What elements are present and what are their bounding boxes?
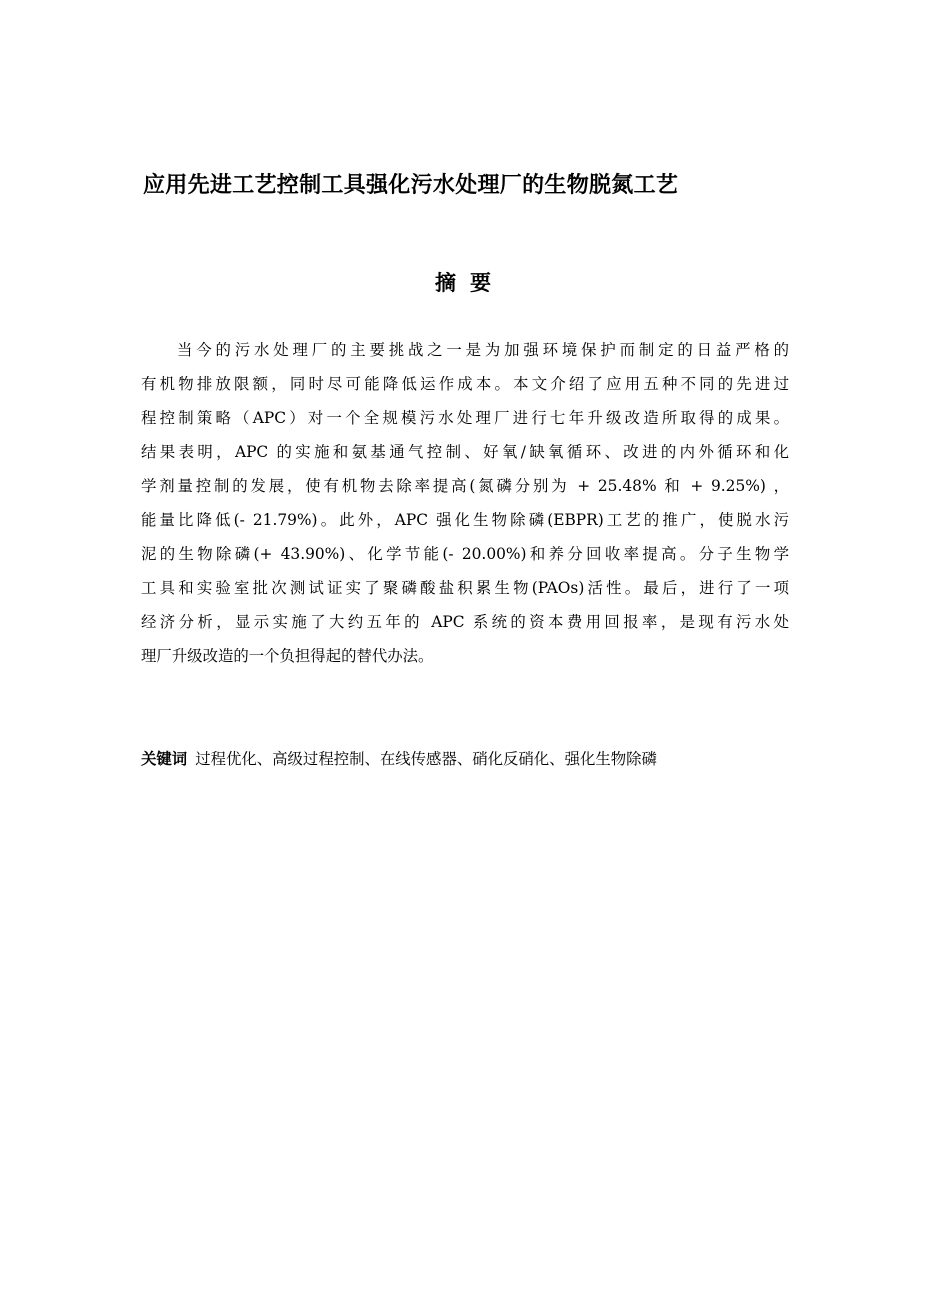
abstract-line: 有机物排放限额，同时尽可能降低运作成本。本文介绍了应用五种不同的先进过	[141, 375, 789, 393]
abstract-line: 结果表明，APC 的实施和氨基通气控制、好氧/缺氧循环、改进的内外循环和化	[141, 443, 789, 461]
abstract-body	[141, 333, 789, 673]
abstract-line: 学剂量控制的发展，使有机物去除率提高(氮磷分别为 + 25.48% 和 + 9.25%) ，	[141, 477, 789, 495]
abstract-line: 经济分析，显示实施了大约五年的 APC 系统的资本费用回报率，是现有污水处	[141, 613, 789, 631]
abstract-line: 工具和实验室批次测试证实了聚磷酸盐积累生物(PAOs)活性。最后，进行了一项	[141, 579, 789, 597]
abstract-line: 理厂升级改造的一个负担得起的替代办法。	[141, 647, 434, 665]
keywords-text: 过程优化、高级过程控制、在线传感器、硝化反硝化、强化生物除磷	[195, 750, 657, 768]
keywords-label: 关键词	[141, 750, 188, 768]
abstract-line: 当今的污水处理厂的主要挑战之一是为加强环境保护而制定的日益严格的	[177, 341, 789, 359]
abstract-line: 能量比降低(- 21.79%)。此外，APC 强化生物除磷(EBPR)工艺的推广，使脱水污	[141, 511, 789, 529]
paper-title: 应用先进工艺控制工具强化污水处理厂的生物脱氮工艺	[143, 173, 679, 198]
abstract-line: 泥的生物除磷(+ 43.90%)、化学节能(- 20.00%)和养分回收率提高。分子生物学	[141, 545, 789, 563]
keywords	[141, 742, 841, 776]
abstract-line: 程控制策略（APC）对一个全规模污水处理厂进行七年升级改造所取得的成果。	[141, 409, 789, 427]
abstract-heading: 摘要	[435, 271, 505, 295]
